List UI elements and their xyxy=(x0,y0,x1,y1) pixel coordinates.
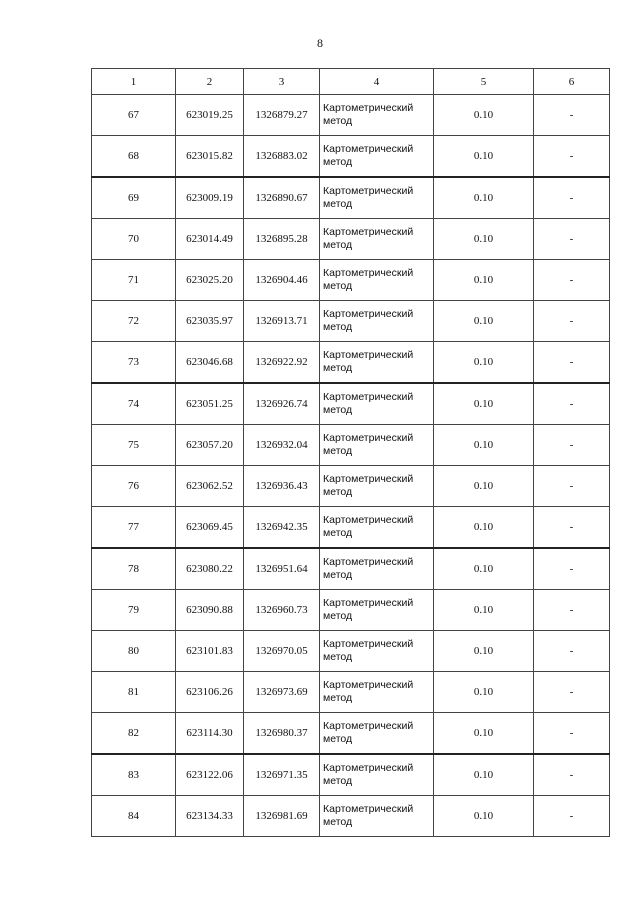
table-row xyxy=(92,177,610,219)
table-row xyxy=(92,713,610,755)
y-coordinate-cell: 1326942.35 xyxy=(244,507,320,549)
y-coordinate-cell: 1326879.27 xyxy=(244,95,320,136)
accuracy-cell: 0.10 xyxy=(434,548,534,590)
note-cell: - xyxy=(534,548,610,590)
table-row xyxy=(92,342,610,384)
point-number-cell: 80 xyxy=(92,631,176,672)
accuracy-cell: 0.10 xyxy=(434,590,534,631)
method-cell: Картометрический метод xyxy=(320,425,434,466)
table-row xyxy=(92,260,610,301)
note-cell: - xyxy=(534,713,610,755)
accuracy-cell: 0.10 xyxy=(434,219,534,260)
x-coordinate-cell: 623101.83 xyxy=(176,631,244,672)
y-coordinate-cell: 1326973.69 xyxy=(244,672,320,713)
x-coordinate-cell: 623090.88 xyxy=(176,590,244,631)
table-row xyxy=(92,136,610,178)
accuracy-cell: 0.10 xyxy=(434,796,534,837)
accuracy-cell: 0.10 xyxy=(434,713,534,755)
x-coordinate-cell: 623035.97 xyxy=(176,301,244,342)
point-number-cell: 67 xyxy=(92,95,176,136)
point-number-cell: 81 xyxy=(92,672,176,713)
y-coordinate-cell: 1326895.28 xyxy=(244,219,320,260)
table-row xyxy=(92,425,610,466)
x-coordinate-cell: 623009.19 xyxy=(176,177,244,219)
method-cell: Картометрический метод xyxy=(320,466,434,507)
point-number-cell: 73 xyxy=(92,342,176,384)
method-cell: Картометрический метод xyxy=(320,301,434,342)
note-cell: - xyxy=(534,796,610,837)
y-coordinate-cell: 1326926.74 xyxy=(244,383,320,425)
coordinates-table xyxy=(91,68,610,837)
table-row xyxy=(92,548,610,590)
accuracy-cell: 0.10 xyxy=(434,95,534,136)
x-coordinate-cell: 623062.52 xyxy=(176,466,244,507)
column-header: 3 xyxy=(244,69,320,95)
accuracy-cell: 0.10 xyxy=(434,260,534,301)
method-cell: Картометрический метод xyxy=(320,342,434,384)
method-cell: Картометрический метод xyxy=(320,136,434,178)
method-cell: Картометрический метод xyxy=(320,796,434,837)
x-coordinate-cell: 623106.26 xyxy=(176,672,244,713)
method-cell: Картометрический метод xyxy=(320,590,434,631)
point-number-cell: 70 xyxy=(92,219,176,260)
accuracy-cell: 0.10 xyxy=(434,301,534,342)
column-header: 2 xyxy=(176,69,244,95)
x-coordinate-cell: 623134.33 xyxy=(176,796,244,837)
x-coordinate-cell: 623122.06 xyxy=(176,754,244,796)
table-row xyxy=(92,383,610,425)
x-coordinate-cell: 623019.25 xyxy=(176,95,244,136)
method-cell: Картометрический метод xyxy=(320,95,434,136)
accuracy-cell: 0.10 xyxy=(434,507,534,549)
accuracy-cell: 0.10 xyxy=(434,754,534,796)
accuracy-cell: 0.10 xyxy=(434,136,534,178)
method-cell: Картометрический метод xyxy=(320,672,434,713)
y-coordinate-cell: 1326890.67 xyxy=(244,177,320,219)
point-number-cell: 74 xyxy=(92,383,176,425)
method-cell: Картометрический метод xyxy=(320,383,434,425)
y-coordinate-cell: 1326883.02 xyxy=(244,136,320,178)
point-number-cell: 68 xyxy=(92,136,176,178)
note-cell: - xyxy=(534,342,610,384)
column-header: 1 xyxy=(92,69,176,95)
x-coordinate-cell: 623046.68 xyxy=(176,342,244,384)
y-coordinate-cell: 1326971.35 xyxy=(244,754,320,796)
table-row xyxy=(92,672,610,713)
x-coordinate-cell: 623014.49 xyxy=(176,219,244,260)
table-row xyxy=(92,301,610,342)
method-cell: Картометрический метод xyxy=(320,754,434,796)
y-coordinate-cell: 1326932.04 xyxy=(244,425,320,466)
note-cell: - xyxy=(534,95,610,136)
y-coordinate-cell: 1326904.46 xyxy=(244,260,320,301)
point-number-cell: 77 xyxy=(92,507,176,549)
y-coordinate-cell: 1326922.92 xyxy=(244,342,320,384)
table-header-row xyxy=(92,69,610,95)
method-cell: Картометрический метод xyxy=(320,177,434,219)
note-cell: - xyxy=(534,590,610,631)
note-cell: - xyxy=(534,754,610,796)
note-cell: - xyxy=(534,631,610,672)
note-cell: - xyxy=(534,383,610,425)
note-cell: - xyxy=(534,425,610,466)
point-number-cell: 76 xyxy=(92,466,176,507)
note-cell: - xyxy=(534,672,610,713)
accuracy-cell: 0.10 xyxy=(434,177,534,219)
y-coordinate-cell: 1326951.64 xyxy=(244,548,320,590)
note-cell: - xyxy=(534,219,610,260)
method-cell: Картометрический метод xyxy=(320,507,434,549)
table-row xyxy=(92,590,610,631)
table-row xyxy=(92,796,610,837)
note-cell: - xyxy=(534,260,610,301)
accuracy-cell: 0.10 xyxy=(434,425,534,466)
table-row xyxy=(92,95,610,136)
note-cell: - xyxy=(534,507,610,549)
method-cell: Картометрический метод xyxy=(320,548,434,590)
column-header: 6 xyxy=(534,69,610,95)
accuracy-cell: 0.10 xyxy=(434,342,534,384)
point-number-cell: 69 xyxy=(92,177,176,219)
accuracy-cell: 0.10 xyxy=(434,672,534,713)
table-row xyxy=(92,507,610,549)
table-row xyxy=(92,219,610,260)
x-coordinate-cell: 623051.25 xyxy=(176,383,244,425)
column-header: 4 xyxy=(320,69,434,95)
note-cell: - xyxy=(534,177,610,219)
x-coordinate-cell: 623069.45 xyxy=(176,507,244,549)
table-row xyxy=(92,466,610,507)
point-number-cell: 75 xyxy=(92,425,176,466)
note-cell: - xyxy=(534,136,610,178)
point-number-cell: 83 xyxy=(92,754,176,796)
y-coordinate-cell: 1326970.05 xyxy=(244,631,320,672)
note-cell: - xyxy=(534,466,610,507)
table-row xyxy=(92,631,610,672)
y-coordinate-cell: 1326936.43 xyxy=(244,466,320,507)
accuracy-cell: 0.10 xyxy=(434,383,534,425)
y-coordinate-cell: 1326981.69 xyxy=(244,796,320,837)
method-cell: Картометрический метод xyxy=(320,260,434,301)
y-coordinate-cell: 1326980.37 xyxy=(244,713,320,755)
point-number-cell: 82 xyxy=(92,713,176,755)
method-cell: Картометрический метод xyxy=(320,219,434,260)
point-number-cell: 84 xyxy=(92,796,176,837)
point-number-cell: 79 xyxy=(92,590,176,631)
x-coordinate-cell: 623114.30 xyxy=(176,713,244,755)
accuracy-cell: 0.10 xyxy=(434,466,534,507)
y-coordinate-cell: 1326913.71 xyxy=(244,301,320,342)
point-number-cell: 71 xyxy=(92,260,176,301)
point-number-cell: 78 xyxy=(92,548,176,590)
accuracy-cell: 0.10 xyxy=(434,631,534,672)
column-header: 5 xyxy=(434,69,534,95)
point-number-cell: 72 xyxy=(92,301,176,342)
method-cell: Картометрический метод xyxy=(320,631,434,672)
note-cell: - xyxy=(534,301,610,342)
page-number: 8 xyxy=(317,36,323,50)
x-coordinate-cell: 623057.20 xyxy=(176,425,244,466)
y-coordinate-cell: 1326960.73 xyxy=(244,590,320,631)
table-row xyxy=(92,754,610,796)
x-coordinate-cell: 623080.22 xyxy=(176,548,244,590)
x-coordinate-cell: 623025.20 xyxy=(176,260,244,301)
x-coordinate-cell: 623015.82 xyxy=(176,136,244,178)
method-cell: Картометрический метод xyxy=(320,713,434,755)
